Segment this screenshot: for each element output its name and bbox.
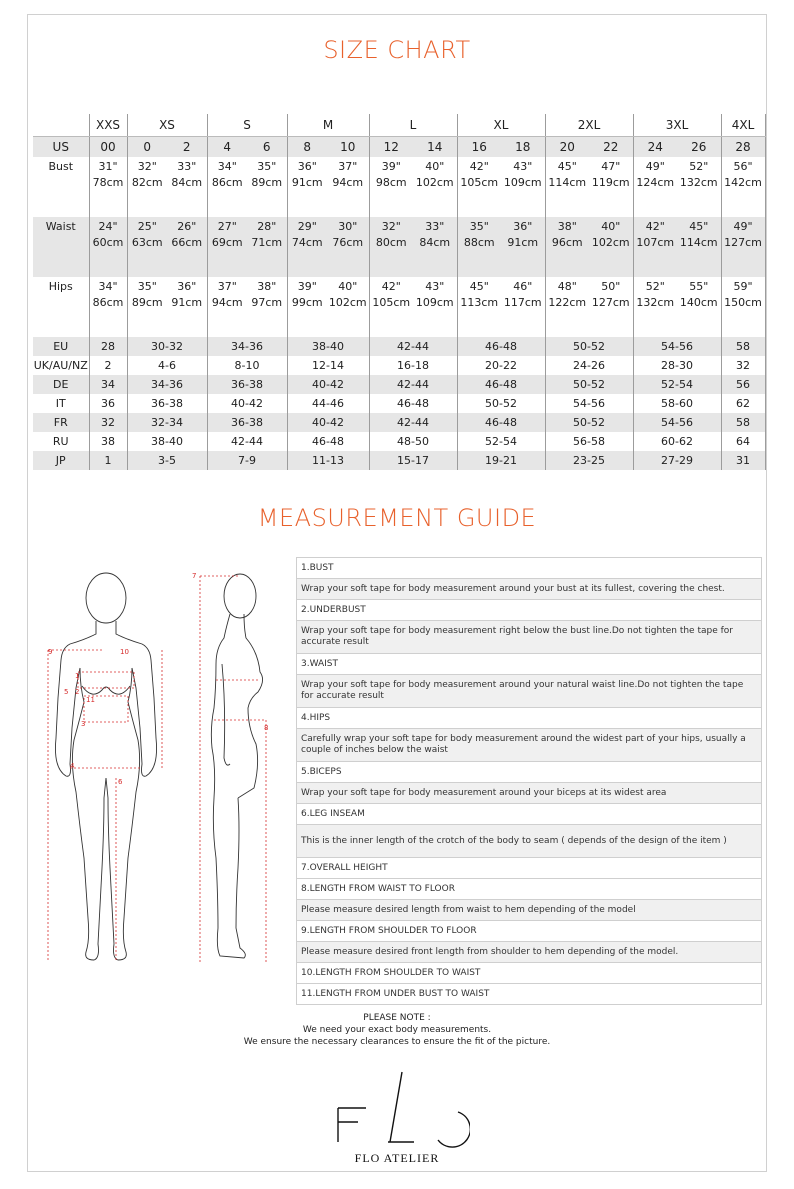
- measurement-cell: [633, 157, 677, 217]
- us-size-cell: 18: [501, 137, 545, 158]
- us-size-cell: 14: [413, 137, 457, 158]
- row-label-uk-au-nz: UK/AU/NZ: [33, 359, 88, 372]
- size-chart-title: SIZE CHART: [323, 36, 471, 64]
- cm-value: 91cm: [291, 176, 323, 189]
- conversion-cell: 36-38: [207, 413, 287, 432]
- conversion-cell: 64: [721, 432, 765, 451]
- conversion-cell: 20-22: [457, 356, 545, 375]
- marker-4: 4: [70, 762, 75, 770]
- cm-value: 96cm: [551, 236, 583, 249]
- conversion-cell: 3-5: [127, 451, 207, 470]
- row-label-fr: FR: [33, 413, 89, 432]
- conversion-cell: 42-44: [369, 375, 457, 394]
- guide-title: 3.WAIST: [297, 654, 762, 675]
- inch-value: 27": [217, 220, 237, 233]
- cm-value: 140cm: [679, 296, 718, 309]
- cm-value: 71cm: [251, 236, 283, 249]
- conversion-cell: 50-52: [545, 413, 633, 432]
- guide-title: 10.LENGTH FROM SHOULDER TO WAIST: [297, 963, 762, 984]
- guide-title: 9.LENGTH FROM SHOULDER TO FLOOR: [297, 921, 762, 942]
- measurement-cell: [457, 217, 501, 277]
- size-chart-table: [33, 114, 766, 470]
- measurement-cell: [287, 157, 327, 217]
- inch-value: 46": [513, 280, 533, 293]
- cm-value: 89cm: [131, 296, 163, 309]
- conversion-cell: 34-36: [207, 337, 287, 356]
- cm-value: 132cm: [679, 176, 718, 189]
- side-figure: [211, 574, 262, 958]
- measurement-cell: [127, 217, 167, 277]
- guide-title: 11.LENGTH FROM UNDER BUST TO WAIST: [297, 984, 762, 1005]
- us-size-cell: 2: [167, 137, 207, 158]
- marker-1: 1: [75, 672, 80, 680]
- cm-value: 86cm: [92, 296, 124, 309]
- row-label-us: US: [33, 137, 89, 158]
- conversion-cell: 40-42: [207, 394, 287, 413]
- cm-value: 107cm: [636, 236, 675, 249]
- marker-2: 2: [75, 688, 80, 696]
- measurement-cell: [127, 157, 167, 217]
- conversion-cell: 8-10: [207, 356, 287, 375]
- measurement-cell: [369, 157, 413, 217]
- size-group-3xl: 3XL: [633, 114, 721, 137]
- cm-value: 114cm: [548, 176, 587, 189]
- measurement-cell: [501, 217, 545, 277]
- cm-value: 102cm: [415, 176, 454, 189]
- measurement-cell: [207, 157, 247, 217]
- guide-text: Please measure desired length from waist to hem depending of the model: [297, 900, 762, 921]
- inch-value: 25": [137, 220, 157, 233]
- cm-value: 127cm: [591, 296, 630, 309]
- measurement-cell: [633, 277, 677, 337]
- inch-value: 38": [557, 220, 577, 233]
- marker-9: 9: [48, 648, 53, 656]
- measurement-cell: [167, 217, 207, 277]
- conversion-cell: 34-36: [127, 375, 207, 394]
- conversion-cell: 11-13: [287, 451, 369, 470]
- cm-value: 105cm: [372, 296, 411, 309]
- us-size-cell: 26: [677, 137, 721, 158]
- measurement-cell: [721, 277, 765, 337]
- guide-title: 1.BUST: [297, 558, 762, 579]
- us-size-cell: 28: [721, 137, 765, 158]
- measurement-cell: [89, 217, 127, 277]
- inch-value: 38": [257, 280, 277, 293]
- marker-3: 3: [81, 720, 86, 728]
- size-group-m: M: [287, 114, 369, 137]
- conversion-cell: 48-50: [369, 432, 457, 451]
- cm-value: 122cm: [548, 296, 587, 309]
- inch-value: 45": [557, 160, 577, 173]
- size-group-s: S: [207, 114, 287, 137]
- guide-title: 5.BICEPS: [297, 762, 762, 783]
- row-label-jp: JP: [33, 451, 89, 470]
- cm-value: 127cm: [724, 236, 762, 249]
- measurement-cell: [369, 277, 413, 337]
- cm-value: 94cm: [211, 296, 243, 309]
- note-block: [0, 1012, 794, 1048]
- measurement-label: Bust: [48, 160, 74, 173]
- inch-value: 45": [469, 280, 489, 293]
- measurement-cell: [247, 217, 287, 277]
- inch-value: 37": [217, 280, 237, 293]
- measurement-label: Waist: [45, 220, 76, 233]
- cm-value: 74cm: [291, 236, 323, 249]
- inch-value: 36": [297, 160, 317, 173]
- conversion-cell: 62: [721, 394, 765, 413]
- body-figures: [44, 568, 284, 968]
- cm-value: 84cm: [171, 176, 203, 189]
- conversion-cell: 32-34: [127, 413, 207, 432]
- conversion-cell: 52-54: [633, 375, 721, 394]
- inch-value: 31": [98, 160, 118, 173]
- inch-value: 33": [425, 220, 445, 233]
- conversion-cell: 50-52: [457, 394, 545, 413]
- row-label-eu: EU: [33, 337, 89, 356]
- conversion-cell: 28-30: [633, 356, 721, 375]
- measurement-cell: [677, 277, 721, 337]
- conversion-cell: 38: [89, 432, 127, 451]
- row-label-hips: [33, 277, 89, 337]
- guide-title: 7.OVERALL HEIGHT: [297, 858, 762, 879]
- cm-value: 102cm: [328, 296, 367, 309]
- inch-value: 40": [425, 160, 445, 173]
- inch-value: 50": [601, 280, 621, 293]
- cm-value: 109cm: [415, 296, 454, 309]
- cm-value: 150cm: [724, 296, 762, 309]
- inch-value: 26": [177, 220, 197, 233]
- inch-value: 52": [645, 280, 665, 293]
- row-label-ru: RU: [52, 435, 69, 448]
- conversion-cell: 58-60: [633, 394, 721, 413]
- guide-text: Please measure desired front length from shoulder to hem depending of the model.: [297, 942, 762, 963]
- measurement-cell: [501, 157, 545, 217]
- cm-value: 97cm: [251, 296, 283, 309]
- cm-value: 142cm: [724, 176, 762, 189]
- us-size-cell: 4: [207, 137, 247, 158]
- measurement-cell: [89, 277, 127, 337]
- cm-value: 80cm: [375, 236, 407, 249]
- measure-lines: [48, 576, 269, 962]
- measurement-cell: [287, 277, 327, 337]
- guide-text: Wrap your soft tape for body measurement around your biceps at its widest area: [297, 783, 762, 804]
- us-size-cell: 10: [327, 137, 369, 158]
- logo-text: FLO ATELIER: [354, 1151, 440, 1165]
- measurement-cell: [545, 217, 589, 277]
- measurement-cell: [287, 217, 327, 277]
- measurement-cell: [677, 157, 721, 217]
- conversion-cell: 1: [89, 451, 127, 470]
- conversion-cell: 42-44: [369, 337, 457, 356]
- measurement-cell: [677, 217, 721, 277]
- guide-title: 6.LEG INSEAM: [297, 804, 762, 825]
- cm-value: 86cm: [211, 176, 243, 189]
- measurement-cell: [721, 217, 765, 277]
- measurement-cell: [413, 157, 457, 217]
- measurement-cell: [327, 277, 369, 337]
- conversion-cell: 32: [721, 356, 765, 375]
- conversion-cell: 24-26: [545, 356, 633, 375]
- inch-value: 35": [257, 160, 277, 173]
- guide-title: 4.HIPS: [297, 708, 762, 729]
- row-label-de: DE: [33, 375, 89, 394]
- conversion-cell: 40-42: [287, 375, 369, 394]
- inch-value: 33": [177, 160, 197, 173]
- cm-value: 113cm: [460, 296, 499, 309]
- conversion-cell: 44-46: [287, 394, 369, 413]
- marker-6: 6: [118, 778, 123, 786]
- cm-value: 84cm: [419, 236, 451, 249]
- marker-11: 11: [86, 696, 95, 704]
- cm-value: 69cm: [211, 236, 243, 249]
- inch-value: 59": [733, 280, 753, 293]
- measurement-cell: [721, 157, 765, 217]
- guide-text: Carefully wrap your soft tape for body measurement around the widest part of your hips, usually a couple of inches below the waist: [297, 729, 762, 762]
- cm-value: 98cm: [375, 176, 407, 189]
- cm-value: 91cm: [507, 236, 539, 249]
- measurement-cell: [501, 277, 545, 337]
- cm-value: 66cm: [171, 236, 203, 249]
- inch-value: 29": [297, 220, 317, 233]
- conversion-cell: 2: [89, 356, 127, 375]
- cm-value: 109cm: [503, 176, 542, 189]
- header-blank: [33, 114, 89, 137]
- inch-value: 28": [257, 220, 277, 233]
- conversion-cell: 28: [89, 337, 127, 356]
- inch-value: 24": [98, 220, 118, 233]
- inch-value: 34": [98, 280, 118, 293]
- conversion-cell: 42-44: [207, 432, 287, 451]
- conversion-cell: 19-21: [457, 451, 545, 470]
- cm-value: 132cm: [636, 296, 675, 309]
- cm-value: 88cm: [463, 236, 495, 249]
- cm-value: 82cm: [131, 176, 163, 189]
- guide-text: This is the inner length of the crotch of the body to seam ( depends of the design of the item ): [297, 825, 762, 858]
- size-group-xxs: XXS: [89, 114, 127, 137]
- inch-value: 43": [425, 280, 445, 293]
- conversion-cell: 46-48: [287, 432, 369, 451]
- measurement-cell: [633, 217, 677, 277]
- inch-value: 42": [645, 220, 665, 233]
- measurement-cell: [327, 157, 369, 217]
- inch-value: 45": [689, 220, 709, 233]
- conversion-cell: 58: [721, 413, 765, 432]
- measurement-cell: [369, 217, 413, 277]
- cm-value: 99cm: [291, 296, 323, 309]
- conversion-cell: 23-25: [545, 451, 633, 470]
- measurement-cell: [247, 277, 287, 337]
- inch-value: 40": [601, 220, 621, 233]
- inch-value: 52": [689, 160, 709, 173]
- conversion-cell: 54-56: [545, 394, 633, 413]
- measurement-cell: [89, 157, 127, 217]
- conversion-cell: 36: [89, 394, 127, 413]
- cm-value: 60cm: [92, 236, 124, 249]
- size-group-xs: XS: [127, 114, 207, 137]
- conversion-cell: 16-18: [369, 356, 457, 375]
- us-size-cell: 12: [369, 137, 413, 158]
- cm-value: 117cm: [503, 296, 542, 309]
- measurement-cell: [413, 277, 457, 337]
- conversion-cell: 7-9: [207, 451, 287, 470]
- conversion-cell: 36-38: [207, 375, 287, 394]
- inch-value: 42": [381, 280, 401, 293]
- inch-value: 47": [601, 160, 621, 173]
- row-label-waist: [33, 217, 89, 277]
- conversion-cell: 38-40: [127, 432, 207, 451]
- measurement-cell: [247, 157, 287, 217]
- conversion-cell: 12-14: [287, 356, 369, 375]
- figure-markers: [48, 572, 268, 786]
- marker-8: 8: [264, 724, 269, 732]
- measurement-guide-title: MEASUREMENT GUIDE: [257, 504, 537, 532]
- size-group-xl: XL: [457, 114, 545, 137]
- inch-value: 34": [217, 160, 237, 173]
- cm-value: 89cm: [251, 176, 283, 189]
- note-heading: PLEASE NOTE :: [363, 1013, 431, 1023]
- guide-title: 2.UNDERBUST: [297, 600, 762, 621]
- conversion-cell: 15-17: [369, 451, 457, 470]
- guide-title: 8.LENGTH FROM WAIST TO FLOOR: [297, 879, 762, 900]
- inch-value: 35": [137, 280, 157, 293]
- conversion-cell: 30-32: [127, 337, 207, 356]
- inch-value: 42": [469, 160, 489, 173]
- inch-value: 32": [137, 160, 157, 173]
- measurement-cell: [207, 217, 247, 277]
- cm-value: 119cm: [591, 176, 630, 189]
- inch-value: 39": [381, 160, 401, 173]
- inch-value: 43": [513, 160, 533, 173]
- us-size-cell: 6: [247, 137, 287, 158]
- inch-value: 48": [557, 280, 577, 293]
- size-group-l: L: [369, 114, 457, 137]
- measurement-cell: [545, 157, 589, 217]
- note-line-2: We ensure the necessary clearances to ensure the fit of the picture.: [243, 1037, 551, 1047]
- inch-value: 36": [177, 280, 197, 293]
- cm-value: 124cm: [636, 176, 675, 189]
- inch-value: 56": [733, 160, 753, 173]
- measurement-cell: [207, 277, 247, 337]
- us-size-cell: 16: [457, 137, 501, 158]
- inch-value: 39": [297, 280, 317, 293]
- row-label-bust: [33, 157, 89, 217]
- conversion-cell: 52-54: [457, 432, 545, 451]
- measurement-cell: [589, 217, 633, 277]
- conversion-cell: 38-40: [287, 337, 369, 356]
- guide-text: Wrap your soft tape for body measurement right below the bust line.Do not tighten the tape for accurate result: [297, 621, 762, 654]
- conversion-cell: 54-56: [633, 337, 721, 356]
- size-group-4xl: 4XL: [721, 114, 765, 137]
- guide-text: Wrap your soft tape for body measurement around your natural waist line.Do not tighten the tape for accurate result: [297, 675, 762, 708]
- us-size-cell: 00: [89, 137, 127, 158]
- measurement-cell: [457, 277, 501, 337]
- conversion-cell: 46-48: [457, 375, 545, 394]
- marker-7: 7: [192, 572, 197, 580]
- conversion-cell: 56-58: [545, 432, 633, 451]
- cm-value: 114cm: [679, 236, 718, 249]
- conversion-cell: 42-44: [369, 413, 457, 432]
- size-group-2xl: 2XL: [545, 114, 633, 137]
- cm-value: 94cm: [332, 176, 364, 189]
- cm-value: 78cm: [92, 176, 124, 189]
- guide-text: Wrap your soft tape for body measurement around your bust at its fullest, covering the chest.: [297, 579, 762, 600]
- conversion-cell: 50-52: [545, 337, 633, 356]
- inch-value: 40": [338, 280, 358, 293]
- inch-value: 49": [733, 220, 753, 233]
- measurement-cell: [127, 277, 167, 337]
- conversion-cell: 46-48: [457, 337, 545, 356]
- marker-10: 10: [120, 648, 129, 656]
- measurement-guide-table: [296, 557, 762, 1005]
- measurement-cell: [413, 217, 457, 277]
- inch-value: 55": [689, 280, 709, 293]
- cm-value: 63cm: [131, 236, 163, 249]
- measurement-cell: [589, 157, 633, 217]
- us-size-cell: 20: [545, 137, 589, 158]
- conversion-cell: 50-52: [545, 375, 633, 394]
- row-label-it: IT: [55, 397, 66, 410]
- note-line-1: We need your exact body measurements.: [302, 1025, 492, 1035]
- us-size-cell: 22: [589, 137, 633, 158]
- inch-value: 30": [338, 220, 358, 233]
- measurement-cell: [545, 277, 589, 337]
- conversion-cell: 36-38: [127, 394, 207, 413]
- conversion-cell: 27-29: [633, 451, 721, 470]
- conversion-cell: 58: [721, 337, 765, 356]
- cm-value: 105cm: [460, 176, 499, 189]
- conversion-cell: 32: [89, 413, 127, 432]
- measurement-label: Hips: [48, 280, 73, 293]
- us-size-cell: 0: [127, 137, 167, 158]
- conversion-cell: 56: [721, 375, 765, 394]
- us-size-cell: 8: [287, 137, 327, 158]
- inch-value: 49": [645, 160, 665, 173]
- conversion-cell: 34: [89, 375, 127, 394]
- conversion-cell: 4-6: [127, 356, 207, 375]
- inch-value: 32": [381, 220, 401, 233]
- conversion-cell: 40-42: [287, 413, 369, 432]
- measurement-cell: [457, 157, 501, 217]
- inch-value: 36": [513, 220, 533, 233]
- conversion-cell: 46-48: [369, 394, 457, 413]
- cm-value: 102cm: [591, 236, 630, 249]
- cm-value: 76cm: [332, 236, 364, 249]
- conversion-cell: 31: [721, 451, 765, 470]
- inch-value: 37": [338, 160, 358, 173]
- measurement-cell: [589, 277, 633, 337]
- conversion-cell: 46-48: [457, 413, 545, 432]
- us-size-cell: 24: [633, 137, 677, 158]
- inch-value: 35": [469, 220, 489, 233]
- conversion-cell: 54-56: [633, 413, 721, 432]
- measurement-cell: [167, 157, 207, 217]
- measurement-cell: [327, 217, 369, 277]
- marker-5: 5: [64, 688, 69, 696]
- measurement-cell: [167, 277, 207, 337]
- conversion-cell: 60-62: [633, 432, 721, 451]
- cm-value: 91cm: [171, 296, 203, 309]
